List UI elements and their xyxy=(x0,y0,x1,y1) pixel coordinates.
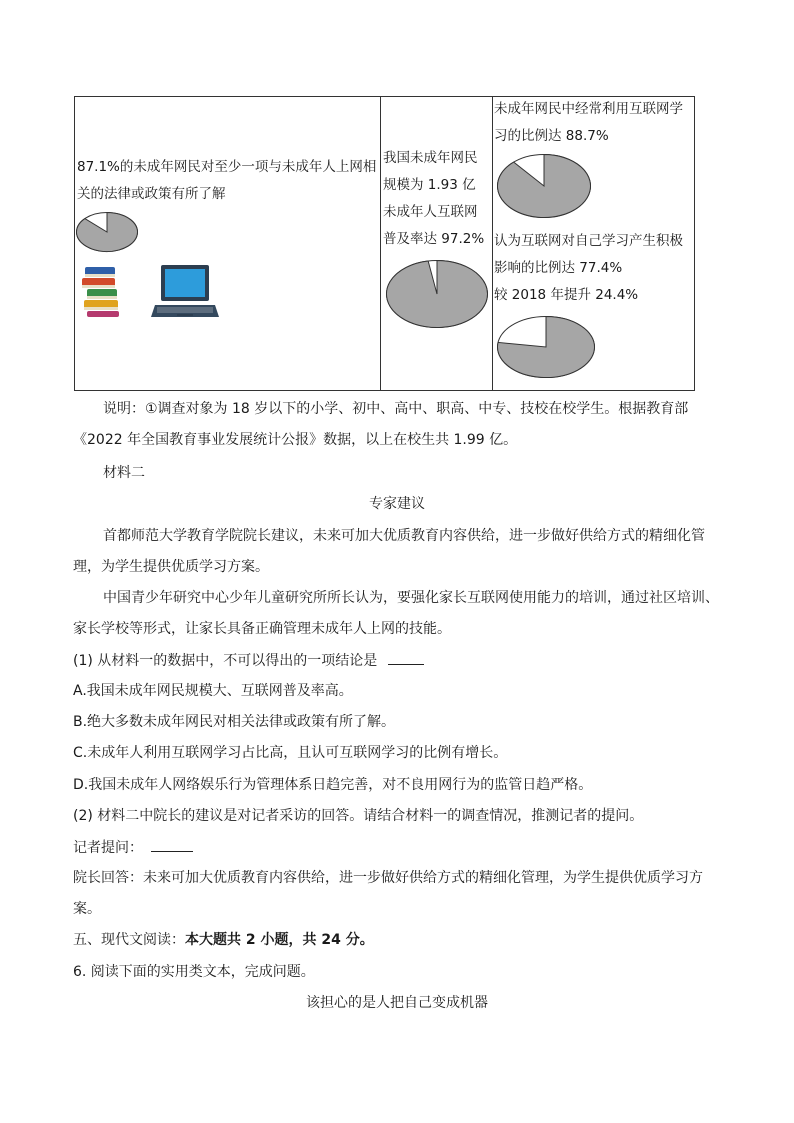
note-line: 《2022 年全国教育事业发展统计公报》数据，以上在校生共 1.99 亿。 xyxy=(73,432,518,448)
laptop-icon xyxy=(151,263,219,321)
cell-text-line: 未成年网民中经常利用互联网学 xyxy=(494,101,683,117)
statistics-table xyxy=(74,96,695,391)
reporter-label: 记者提问： xyxy=(73,840,143,856)
books-icon xyxy=(79,265,127,319)
pie-chart-learning-use xyxy=(496,153,592,219)
question-6: 6. 阅读下面的实用类文本，完成问题。 xyxy=(73,964,315,980)
option-c: C.未成年人利用互联网学习占比高，且认可互联网学习的比例有增长。 xyxy=(73,745,508,761)
material-title: 专家建议 xyxy=(369,496,425,512)
pie-slice-value xyxy=(387,261,488,328)
option-d: D.我国未成年人网络娱乐行为管理体系日趋完善，对不良用网行为的监管日趋严格。 xyxy=(73,777,593,793)
cell-text-line: 普及率达 97.2% xyxy=(383,231,485,247)
answer-blank[interactable] xyxy=(151,837,193,852)
answer-blank[interactable] xyxy=(388,650,424,665)
dean-answer-line: 案。 xyxy=(73,901,101,917)
question-1 xyxy=(73,650,424,671)
material-label: 材料二 xyxy=(103,465,145,481)
cell-text-line: 影响的比例达 77.4% xyxy=(494,260,623,276)
cell-text-line: 未成年人互联网 xyxy=(383,204,478,220)
paragraph-line: 理，为学生提供优质学习方案。 xyxy=(73,559,269,575)
cell-text-line: 87.1%的未成年网民对至少一项与未成年人上网相 xyxy=(77,159,377,175)
pie-chart-legal-awareness xyxy=(75,211,139,253)
section-heading xyxy=(73,930,374,950)
cell-text-line: 习的比例达 88.7% xyxy=(494,128,609,144)
paragraph-line: 家长学校等形式，让家长具备正确管理未成年人上网的技能。 xyxy=(73,621,451,637)
question-2: (2) 材料二中院长的建议是对记者采访的回答。请结合材料一的调查情况，推测记者的提问。 xyxy=(73,808,644,824)
pie-slice-value xyxy=(498,155,591,218)
dean-answer-line: 院长回答：未来可加大优质教育内容供给，进一步做好供给方式的精细化管理，为学生提供优质学习方 xyxy=(73,870,703,886)
reporter-question xyxy=(73,837,193,858)
question-text: (1) 从材料一的数据中，不可以得出的一项结论是 xyxy=(73,653,378,669)
cell-text-line: 关的法律或政策有所了解 xyxy=(77,186,226,202)
cell-text-line: 我国未成年网民 xyxy=(383,150,478,166)
cell-text-line: 规模为 1.93 亿 xyxy=(383,177,476,193)
section-label: 五、现代文阅读： xyxy=(73,932,185,948)
option-b: B.绝大多数未成年网民对相关法律或政策有所了解。 xyxy=(73,714,396,730)
table-cell-learning xyxy=(493,97,694,390)
pie-chart-positive-impact xyxy=(496,315,596,379)
article-title: 该担心的是人把自己变成机器 xyxy=(306,995,488,1011)
section-detail: 本大题共 2 小题，共 24 分。 xyxy=(185,932,374,948)
table-cell-legal-awareness xyxy=(75,97,381,390)
paragraph-line: 首都师范大学教育学院院长建议，未来可加大优质教育内容供给，进一步做好供给方式的精细化管 xyxy=(103,528,705,544)
pie-chart-penetration xyxy=(385,259,489,329)
table-cell-scale xyxy=(381,97,493,390)
note-line: 说明：①调查对象为 18 岁以下的小学、初中、高中、职高、中专、技校在校学生。根据教育部 xyxy=(103,401,689,417)
cell-text-line: 较 2018 年提升 24.4% xyxy=(494,287,639,303)
paragraph-line: 中国青少年研究中心少年儿童研究所所长认为，要强化家长互联网使用能力的培训，通过社区培训、 xyxy=(103,590,719,606)
cell-text-line: 认为互联网对自己学习产生积极 xyxy=(494,233,683,249)
option-a: A.我国未成年网民规模大、互联网普及率高。 xyxy=(73,683,353,699)
